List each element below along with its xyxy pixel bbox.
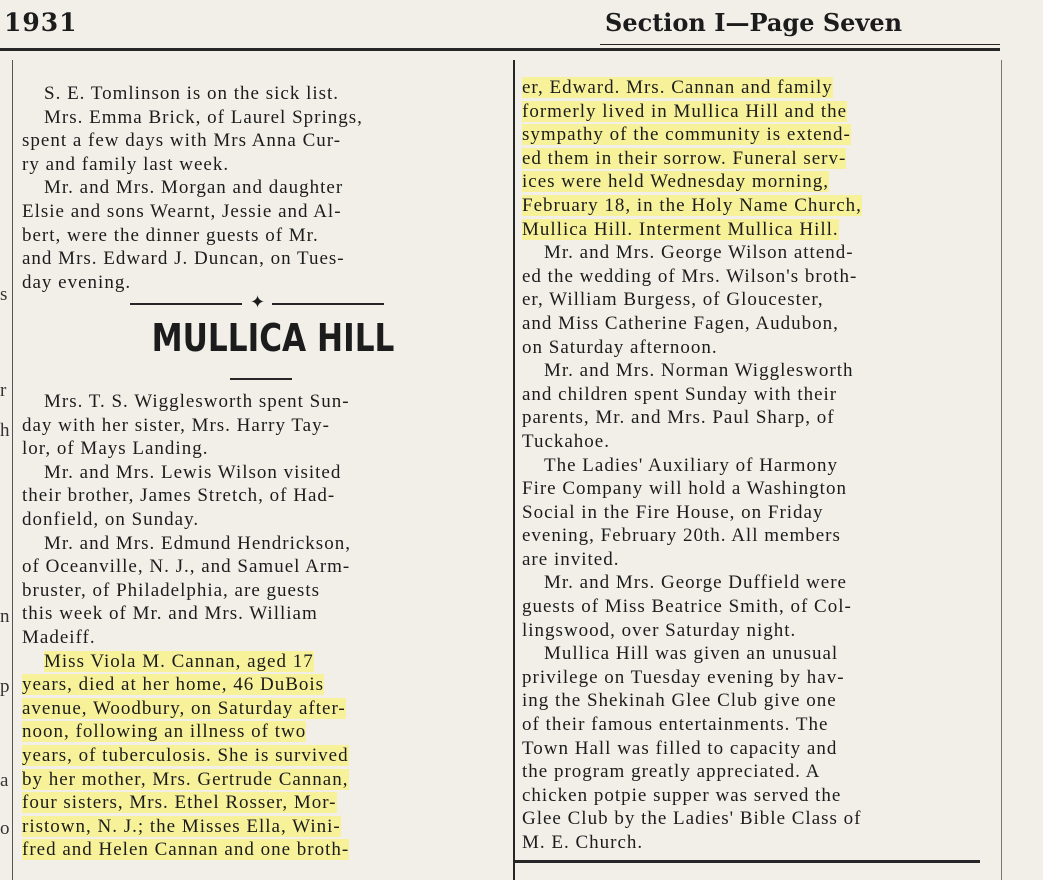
footer-rule bbox=[515, 860, 980, 863]
ornament-rule-right bbox=[272, 303, 384, 305]
news-item-line: and Mrs. Edward J. Duncan, on Tues- bbox=[22, 248, 345, 270]
right-column-body bbox=[522, 76, 992, 855]
news-item: Mr. and Mrs. Edmund Hendrickson, bbox=[44, 532, 351, 554]
news-item: Mullica Hill was given an unusual bbox=[544, 643, 839, 665]
news-item-line: this week of Mr. and Mrs. William bbox=[22, 603, 318, 625]
news-item: Mr. and Mrs. Morgan and daughter bbox=[44, 177, 344, 199]
obituary-line: February 18, in the Holy Name Church, bbox=[522, 194, 862, 216]
obituary-line: years, died at her home, 46 DuBois bbox=[22, 674, 325, 696]
obituary-line: years, of tuberculosis. She is survived bbox=[22, 744, 349, 766]
ornament-rule-left bbox=[130, 303, 242, 305]
page-year: 1931 bbox=[4, 8, 78, 37]
news-item-line: and Miss Catherine Fagen, Audubon, bbox=[522, 312, 839, 334]
news-item-line: ed the wedding of Mrs. Wilson's broth- bbox=[522, 265, 858, 287]
ornament-icon: ✦ bbox=[250, 292, 266, 313]
news-item-line: Madeiff. bbox=[22, 626, 96, 648]
news-item-line: donfield, on Sunday. bbox=[22, 508, 200, 530]
news-item-line: spent a few days with Mrs Anna Cur- bbox=[22, 130, 342, 152]
obituary-line: fred and Helen Cannan and one broth- bbox=[22, 839, 350, 861]
news-item-line: lor, of Mays Landing. bbox=[22, 438, 209, 460]
news-item-line: lingswood, over Saturday night. bbox=[522, 619, 797, 641]
news-item-line: Elsie and sons Wearnt, Jessie and Al- bbox=[22, 200, 342, 222]
obituary-line: avenue, Woodbury, on Saturday after- bbox=[22, 697, 346, 719]
obituary-line: sympathy of the community is extend- bbox=[522, 124, 851, 146]
news-item-line: their brother, James Stretch, of Had- bbox=[22, 485, 336, 507]
news-item: The Ladies' Auxiliary of Harmony bbox=[544, 454, 838, 476]
gutter-letter: a bbox=[0, 770, 9, 791]
gutter-letter: n bbox=[0, 606, 10, 627]
news-item: S. E. Tomlinson is on the sick list. bbox=[44, 83, 340, 104]
news-item: Mrs. Emma Brick, of Laurel Springs, bbox=[44, 106, 363, 128]
news-item: Mr. and Mrs. George Duffield were bbox=[544, 572, 847, 594]
gutter-letter: h bbox=[0, 420, 10, 441]
obituary-line: noon, following an illness of two bbox=[22, 721, 307, 743]
header-rule-thin bbox=[600, 44, 1000, 45]
news-item-line: chicken potpie supper was served the bbox=[522, 784, 842, 806]
gutter-letter: p bbox=[0, 676, 10, 697]
obituary-line: Mullica Hill. Interment Mullica Hill. bbox=[522, 218, 839, 240]
news-item-line: privilege on Tuesday evening by hav- bbox=[522, 666, 845, 688]
news-item: Mrs. T. S. Wigglesworth spent Sun- bbox=[44, 391, 350, 412]
obituary-line: ristown, N. J.; the Misses Ella, Wini- bbox=[22, 815, 341, 837]
news-item: Mr. and Mrs. George Wilson attend- bbox=[544, 242, 854, 264]
news-item-line: of Oceanville, N. J., and Samuel Arm- bbox=[22, 556, 351, 578]
news-item-line: day evening. bbox=[22, 271, 132, 293]
news-item-line: Glee Club by the Ladies' Bible Class of bbox=[522, 808, 862, 830]
news-item-line: ry and family last week. bbox=[22, 153, 230, 175]
news-item-line: Town Hall was filled to capacity and bbox=[522, 737, 838, 759]
left-column-top bbox=[22, 82, 500, 294]
news-item-line: Social in the Fire House, on Friday bbox=[522, 501, 824, 523]
obituary-continued: er, Edward. Mrs. Cannan and family bbox=[522, 77, 833, 98]
column-divider-left bbox=[12, 60, 13, 880]
obituary-line: formerly lived in Mullica Hill and the bbox=[522, 100, 848, 122]
news-item-line: Tuckahoe. bbox=[522, 430, 610, 452]
news-item-line: bert, were the dinner guests of Mr. bbox=[22, 224, 319, 246]
news-item-line: are invited. bbox=[522, 548, 620, 570]
news-item: Mr. and Mrs. Norman Wigglesworth bbox=[544, 360, 854, 382]
news-item-line: guests of Miss Beatrice Smith, of Col- bbox=[522, 596, 852, 618]
gutter-letter: s bbox=[0, 284, 8, 305]
news-item-line: Fire Company will hold a Washington bbox=[522, 478, 847, 500]
gutter-letter: r bbox=[0, 380, 7, 401]
obituary-line: ices were held Wednesday morning, bbox=[522, 171, 830, 193]
news-item-line: day with her sister, Mrs. Harry Tay- bbox=[22, 414, 330, 436]
news-item-line: on Saturday afternoon. bbox=[522, 336, 718, 358]
obituary-line: four sisters, Mrs. Ethel Rosser, Mor- bbox=[22, 792, 337, 814]
news-item-line: parents, Mr. and Mrs. Paul Sharp, of bbox=[522, 407, 835, 429]
headline-rule bbox=[230, 378, 292, 380]
news-item-line: of their famous entertainments. The bbox=[522, 714, 829, 736]
obituary-line: ed them in their sorrow. Funeral serv- bbox=[522, 147, 847, 169]
column-divider-center bbox=[513, 60, 515, 880]
news-item-line: and children spent Sunday with their bbox=[522, 383, 838, 405]
left-column-body bbox=[22, 390, 500, 862]
news-item-line: evening, February 20th. All members bbox=[522, 525, 841, 547]
news-item-line: M. E. Church. bbox=[522, 832, 644, 853]
news-item-line: er, William Burgess, of Gloucester, bbox=[522, 289, 824, 311]
column-divider-right bbox=[1001, 60, 1002, 880]
obituary-line: by her mother, Mrs. Gertrude Cannan, bbox=[22, 768, 349, 790]
section-headline: MULLICA HILL bbox=[151, 316, 395, 360]
obituary-item: Miss Viola M. Cannan, aged 17 bbox=[44, 650, 314, 672]
news-item-line: the program greatly appreciated. A bbox=[522, 761, 821, 783]
section-page-label: Section I—Page Seven bbox=[605, 8, 903, 37]
news-item-line: bruster, of Philadelphia, are guests bbox=[22, 579, 321, 601]
news-item-line: ing the Shekinah Glee Club give one bbox=[522, 690, 837, 712]
news-item: Mr. and Mrs. Lewis Wilson visited bbox=[44, 461, 342, 483]
header-rule bbox=[0, 48, 1000, 51]
gutter-letter: o bbox=[0, 818, 10, 839]
